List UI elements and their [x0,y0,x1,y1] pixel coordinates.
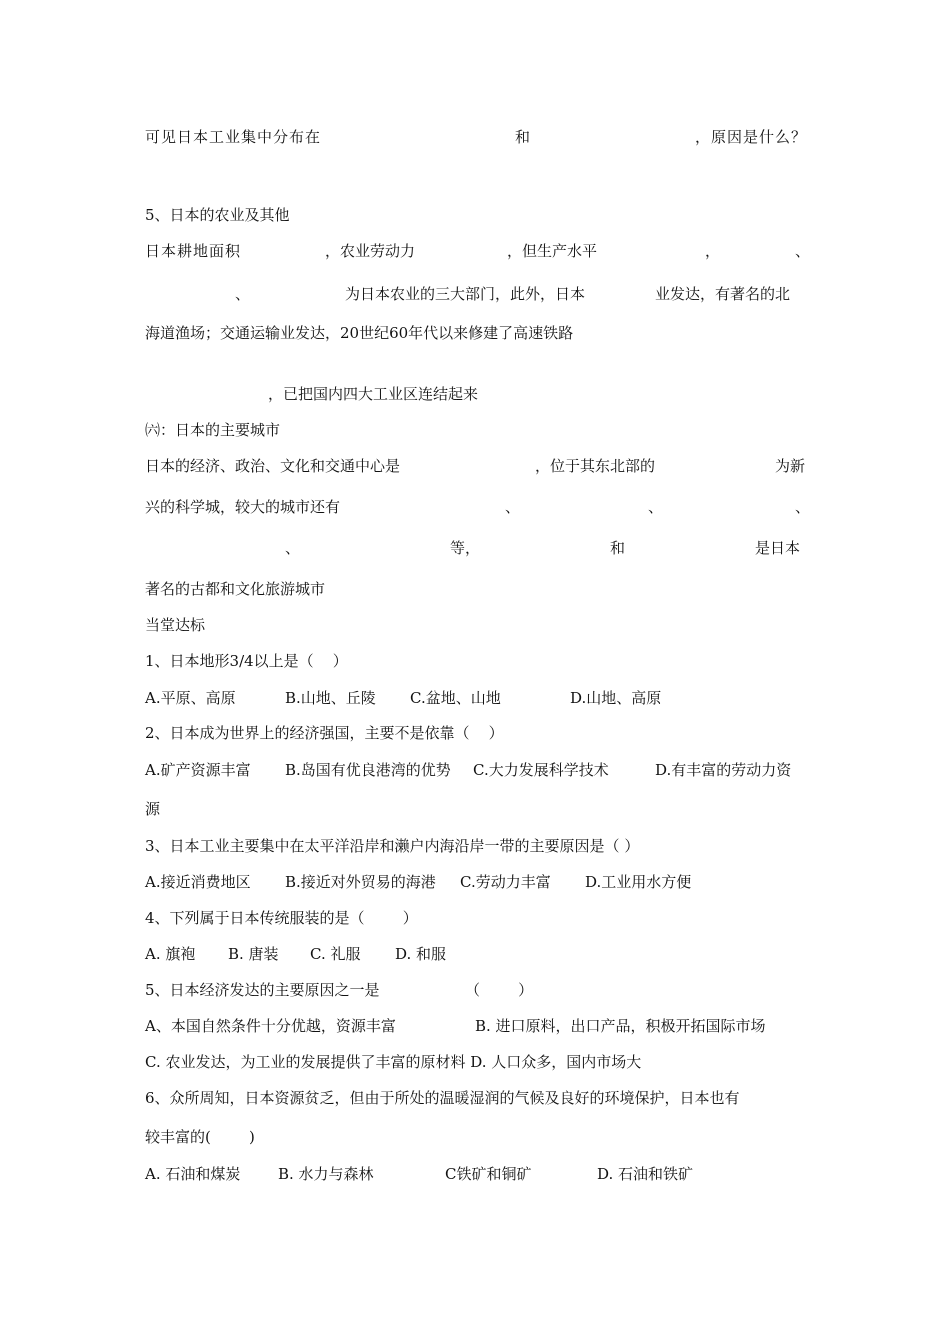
q5-option-b: B. 进口原料，出口产品，积极开拓国际市场 [475,1017,766,1035]
q6-option-c: C铁矿和铜矿 [445,1165,532,1183]
s6-line2-c: 、 [648,498,664,516]
q5-option-a: A、本国自然条件十分优越，资源丰富 [145,1017,396,1035]
s4-line1-part1: 可见日本工业集中分布在 [145,128,322,146]
q2-option-b: B.岛国有优良港湾的优势 [285,761,451,779]
s5-line2-b: 为日本农业的三大部门，此外，日本 [345,285,586,303]
s5-line2-c: 业发达，有著名的北 [655,285,791,303]
s6-line4: 著名的古都和文化旅游城市 [145,580,326,598]
question-3: 3、日本工业主要集中在太平洋沿岸和濑户内海沿岸一带的主要原因是（ ） [145,837,640,855]
q2-option-c: C.大力发展科学技术 [473,761,609,779]
q1-option-a: A.平原、高原 [145,689,236,707]
s5-line1-c: ，但生产水平 [507,242,598,260]
s6-line2-d: 、 [795,498,811,516]
q5-options-c-d: C. 农业发达，为工业的发展提供了丰富的原材料 D. 人口众多，国内市场大 [145,1053,642,1071]
q3-option-a: A.接近消费地区 [145,873,251,891]
s6-line2-b: 、 [505,498,521,516]
q4-option-c: C. 礼服 [310,945,361,963]
q1-option-c: C.盆地、山地 [410,689,501,707]
question-1: 1、日本地形3/4以上是（ ） [145,652,348,670]
q2-option-a: A.矿产资源丰富 [145,761,251,779]
s5-line4: ，已把国内四大工业区连结起来 [268,385,479,403]
question-5-blank: （ ） [465,981,534,999]
q3-option-c: C.劳动力丰富 [460,873,551,891]
q1-option-d: D.山地、高原 [570,689,662,707]
question-4: 4、下列属于日本传统服装的是（ ） [145,909,418,927]
question-5: 5、日本经济发达的主要原因之一是 [145,981,380,999]
q6-option-b: B. 水力与森林 [278,1165,374,1183]
q4-option-d: D. 和服 [395,945,447,963]
q1-option-b: B.山地、丘陵 [285,689,376,707]
q3-option-b: B.接近对外贸易的海港 [285,873,436,891]
q2-option-d-tail: 源 [145,800,161,818]
s6-line1-c: 为新 [775,457,806,475]
s5-line3: 海道渔场；交通运输业发达，20世纪60年代以来修建了高速铁路 [145,324,574,342]
s4-line1-part2: 和 [515,128,531,146]
s5-line1-e: 、 [795,242,811,260]
s5-line1-d: ， [705,242,721,260]
q6-option-a: A. 石油和煤炭 [145,1165,241,1183]
s5-line1-a: 日本耕地面积 [145,242,242,260]
s6-line2-a: 兴的科学城，较大的城市还有 [145,498,341,516]
question-6: 6、众所周知，日本资源贫乏，但由于所处的温暖湿润的气候及良好的环境保护，日本也有 [145,1089,740,1107]
s6-line1-b: ，位于其东北部的 [535,457,656,475]
q6-option-d: D. 石油和铁矿 [597,1165,694,1183]
s5-title: 5、日本的农业及其他 [145,206,290,224]
q4-option-a: A. 旗袍 [145,945,196,963]
s6-line3-a: 、 [285,539,301,557]
s5-line1-b: ，农业劳动力 [325,242,416,260]
s6-line1-a: 日本的经济、政治、文化和交通中心是 [145,457,401,475]
practice-title: 当堂达标 [145,616,206,634]
s5-line2-a: 、 [235,285,251,303]
s6-title: ㈥：日本的主要城市 [145,421,281,439]
question-2: 2、日本成为世界上的经济强国，主要不是依靠（ ） [145,724,504,742]
question-6-tail: 较丰富的( ) [145,1128,255,1146]
q3-option-d: D.工业用水方便 [585,873,692,891]
q4-option-b: B. 唐装 [228,945,279,963]
s6-line3-c: 和 [610,539,626,557]
q2-option-d: D.有丰富的劳动力资 [655,761,792,779]
s6-line3-d: 是日本 [755,539,801,557]
s4-line1-part3: ，原因是什么？ [695,128,808,146]
s6-line3-b: 等， [450,539,481,557]
